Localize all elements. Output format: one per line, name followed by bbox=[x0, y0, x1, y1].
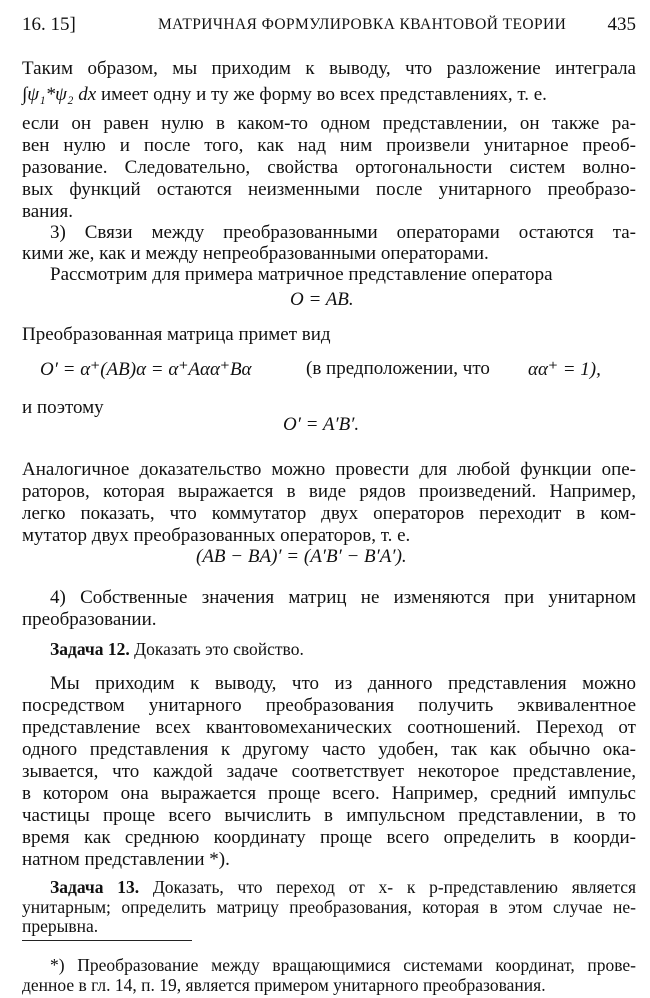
text-line: разование. Следовательно, свойства ортогональности систем волно- bbox=[22, 157, 636, 178]
text-line: натном представлении *). bbox=[22, 849, 230, 870]
text-line: 3) Связи между преобразованными операторами остаются та- bbox=[50, 222, 636, 243]
text-line: вых функций остаются неизменными после унитарного преобразо- bbox=[22, 179, 636, 200]
text-line: раторов, которая выражается в виде рядов произведений. Например, bbox=[22, 481, 636, 502]
text-line: если он равен нулю в каком-то одном представлении, он также ра- bbox=[22, 113, 636, 134]
text-line: Таким образом, мы приходим к выводу, что разложение интеграла bbox=[22, 58, 636, 79]
text-line: Преобразованная матрица примет вид bbox=[22, 324, 331, 345]
running-title: МАТРИЧНАЯ ФОРМУЛИРОВКА КВАНТОВОЙ ТЕОРИИ bbox=[158, 16, 567, 33]
text-line: вания. bbox=[22, 201, 73, 222]
equation-2-condition: (в предположении, что bbox=[306, 358, 490, 379]
text-line: в котором она выражается проще всего. Например, средний импульс bbox=[22, 783, 636, 804]
text-line bbox=[22, 84, 636, 106]
text-line: и поэтому bbox=[22, 397, 104, 418]
text-line: представление всех квантовомеханических соотношений. Переход от bbox=[22, 717, 636, 738]
text-line: посредством унитарного преобразования получить эквивалентное bbox=[22, 695, 636, 716]
footnote-rule bbox=[22, 940, 192, 941]
text-line: вен нулю и после того, как над ним произвели унитарное преоб- bbox=[22, 135, 636, 156]
text-line: легко показать, что коммутатор двух операторов переходит в ком- bbox=[22, 503, 636, 524]
task-12 bbox=[50, 639, 636, 659]
text-line: одного представления к другому часто удобен, так как обычно ока- bbox=[22, 739, 636, 760]
text-line: частицы проще всего вычислить в импульсном представлении, в то bbox=[22, 805, 636, 826]
page-number: 435 bbox=[607, 14, 636, 35]
running-header bbox=[22, 14, 636, 40]
text-line: зывается, что каждой задаче соответствует некоторое представление, bbox=[22, 761, 636, 782]
text-line: время как среднюю координату проще всего определить в коорди- bbox=[22, 827, 636, 848]
text-line: Рассмотрим для примера матричное представление оператора bbox=[50, 264, 553, 285]
equation-3: O′ = A′B′. bbox=[283, 414, 360, 435]
equation-2: O′ = α⁺(AB)α = α⁺Aαα⁺Bα bbox=[40, 359, 252, 380]
task-13-label: Задача 13. bbox=[50, 877, 140, 897]
task-13-text: Доказать, что переход от x- к p-представлению является bbox=[152, 877, 637, 897]
task-12-text: Доказать это свойство. bbox=[134, 639, 304, 659]
text-line: мутатор двух преобразованных операторов, т. е. bbox=[22, 525, 411, 546]
text-line: кими же, как и между непреобразованными операторами. bbox=[22, 243, 489, 264]
text-line: преобразовании. bbox=[22, 609, 157, 630]
text-line: Аналогичное доказательство можно провести для любой функции опе- bbox=[22, 459, 636, 480]
section-number: 16. 15] bbox=[22, 14, 76, 35]
text-line: 4) Собственные значения матриц не изменяются при унитарном bbox=[50, 587, 636, 608]
task-13-line: унитарным; определить матрицу преобразования, которая в этом случае не- bbox=[22, 897, 636, 917]
equation-1: O = AB. bbox=[290, 289, 354, 310]
text-line: Мы приходим к выводу, что из данного представления можно bbox=[50, 673, 636, 694]
task-13-line bbox=[50, 877, 636, 897]
equation-2-condition-formula: αα⁺ = 1), bbox=[528, 359, 601, 380]
task-13-line: прерывна. bbox=[22, 916, 99, 936]
footnote-line: денное в гл. 14, п. 19, является примером унитарного преобразования. bbox=[22, 975, 546, 995]
text-line-rest: имеет одну и ту же форму во всех представлениях, т. е. bbox=[100, 84, 547, 105]
task-12-label: Задача 12. bbox=[50, 639, 130, 659]
integral-formula: ∫ψ₁*ψ₂ dx bbox=[22, 84, 97, 105]
equation-4: (AB − BA)′ = (A′B′ − B′A′). bbox=[196, 546, 407, 567]
footnote-line: *) Преобразование между вращающимися системами координат, прове- bbox=[50, 955, 636, 975]
